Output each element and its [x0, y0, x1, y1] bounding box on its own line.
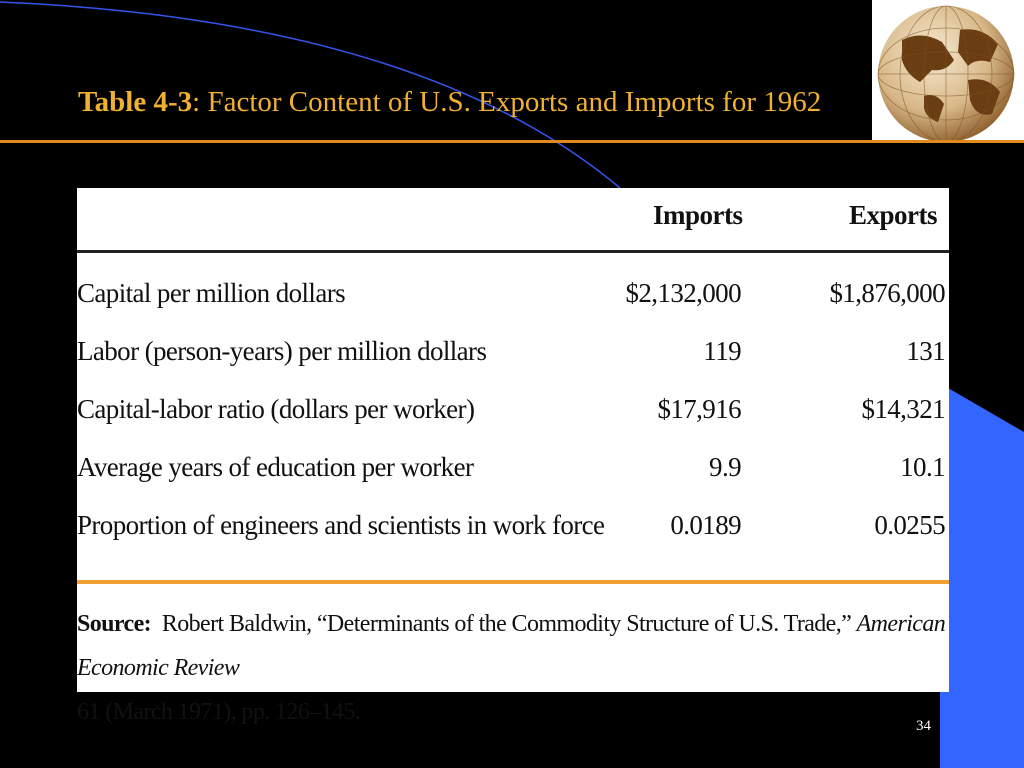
page-number: 34 [916, 718, 931, 734]
table-row [77, 274, 949, 324]
row-label: Proportion of engineers and scientists in work force [77, 510, 605, 540]
exports-value: 131 [906, 336, 945, 366]
blue-wedge [940, 388, 1024, 768]
table-number: Table 4-3 [78, 86, 193, 118]
source-label: Source: [77, 611, 152, 637]
row-label: Average years of education per worker [77, 452, 474, 482]
row-label: Capital-labor ratio (dollars per worker) [77, 394, 475, 424]
table-row [77, 390, 949, 440]
table-row [77, 448, 949, 498]
exports-value: 0.0255 [874, 510, 945, 540]
row-label: Labor (person-years) per million dollars [77, 336, 487, 366]
journal-name: American Economic Review [77, 611, 946, 681]
source-text-end: 61 (March 1971), pp. 126–145. [77, 699, 361, 725]
imports-value: 0.0189 [670, 510, 741, 540]
table-row [77, 506, 949, 556]
exports-value: 10.1 [900, 452, 945, 482]
imports-value: $2,132,000 [625, 278, 741, 308]
exports-value: $14,321 [861, 394, 945, 424]
imports-value: 119 [703, 336, 741, 366]
title-underline [0, 140, 1024, 143]
row-label: Capital per million dollars [77, 278, 345, 308]
source-citation [77, 602, 949, 734]
source-divider [77, 580, 949, 584]
table-row [77, 332, 949, 382]
imports-value: $17,916 [657, 394, 741, 424]
imports-value: 9.9 [709, 452, 741, 482]
slide-title [78, 86, 821, 119]
column-header-imports: Imports [653, 200, 743, 230]
title-text: : Factor Content of U.S. Exports and Imports for 1962 [192, 86, 822, 118]
table-header [77, 188, 949, 253]
column-header-exports: Exports [849, 200, 938, 230]
exports-value: $1,876,000 [829, 278, 945, 308]
globe-icon [872, 0, 1024, 140]
factor-content-table [77, 188, 949, 725]
source-text: Robert Baldwin, “Determinants of the Commodity Structure of U.S. Trade,” [161, 611, 852, 637]
